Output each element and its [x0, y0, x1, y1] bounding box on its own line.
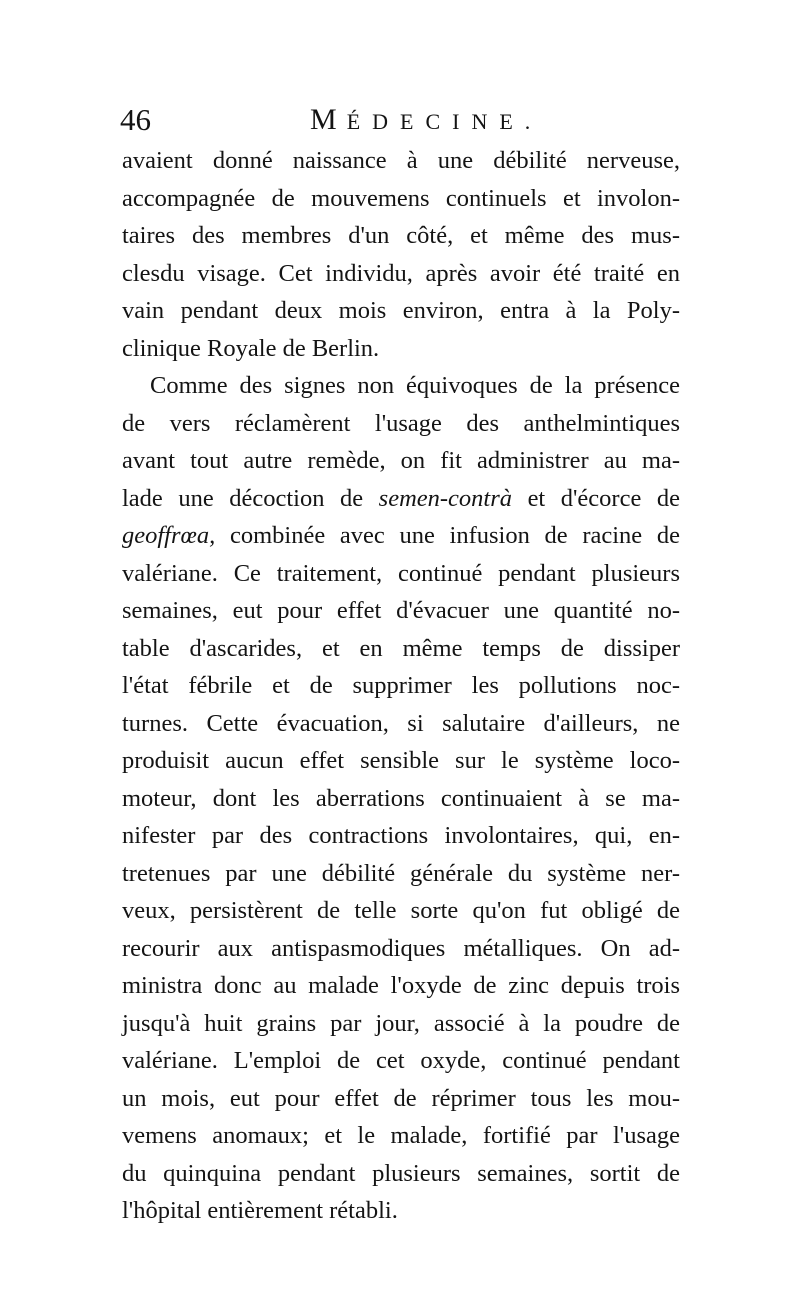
- text-line: veux, persistèrent de telle sorte qu'on fut obligé de: [122, 897, 680, 924]
- text-line: moteur, dont les aberrations continuaient à se ma-: [122, 784, 680, 812]
- text-line: avaient donné naissance à une débilité nerveuse,: [122, 147, 680, 174]
- text-line: vemens anomaux; et le malade, fortifié par l'usage: [122, 1122, 680, 1149]
- text-line-with-italic: [122, 480, 680, 518]
- text-segment: et d'écorce de: [527, 484, 680, 512]
- italic-term-semen-contra: semen-contrà: [378, 484, 513, 512]
- text-line: produisit aucun effet sensible sur le système loco-: [122, 747, 680, 774]
- text-line: ministra donc au malade l'oxyde de zinc depuis trois: [122, 972, 680, 999]
- text-line: l'état fébrile et de supprimer les pollutions noc-: [122, 672, 680, 699]
- text-line: semaines, eut pour effet d'évacuer une quantité no-: [122, 597, 680, 624]
- text-segment: lade une décoction de: [122, 484, 364, 512]
- text-line: vain pendant deux mois environ, entra à la Poly-: [122, 297, 680, 324]
- running-head-rest: ÉDECINE.: [346, 109, 543, 134]
- text-line-with-italic: [122, 517, 680, 555]
- text-line: un mois, eut pour effet de réprimer tous les mou-: [122, 1084, 680, 1112]
- text-line: table d'ascarides, et en même temps de dissiper: [122, 634, 680, 662]
- text-line: tretenues par une débilité générale du système ner-: [122, 859, 680, 887]
- body-text: [122, 142, 680, 1230]
- text-segment: combinée avec une infusion de racine de: [229, 522, 680, 549]
- text-line: clinique Royale de Berlin.: [122, 334, 380, 362]
- text-line: l'hôpital entièrement rétabli.: [122, 1197, 398, 1224]
- text-line: clesdu visage. Cet individu, après avoir été traité en: [122, 259, 680, 287]
- text-line: Comme des signes non équivoques de la présence: [150, 372, 680, 399]
- text-line: valériane. Ce traitement, continué pendant plusieurs: [122, 559, 680, 587]
- text-line: accompagnée de mouvemens continuels et involon-: [122, 184, 680, 212]
- text-line: turnes. Cette évacuation, si salutaire d'ailleurs, ne: [122, 709, 680, 737]
- italic-term-geoffroea: geoffrœa,: [122, 522, 216, 549]
- text-line: recourir aux antispasmodiques métalliques. On ad-: [122, 934, 680, 962]
- page-header: [120, 100, 680, 140]
- text-line: avant tout autre remède, on fit administrer au ma-: [122, 447, 680, 474]
- text-line: du quinquina pendant plusieurs semaines, sortit de: [122, 1159, 680, 1187]
- text-line: jusqu'à huit grains par jour, associé à la poudre de: [122, 1009, 680, 1037]
- text-line: valériane. L'emploi de cet oxyde, continué pendant: [122, 1047, 680, 1074]
- text-line: taires des membres d'un côté, et même des mus-: [122, 222, 680, 249]
- page-number: 46: [120, 102, 151, 137]
- text-line: de vers réclamèrent l'usage des anthelmintiques: [122, 409, 680, 437]
- text-line: nifester par des contractions involontaires, qui, en-: [122, 822, 680, 849]
- running-head: [310, 100, 542, 142]
- running-head-initial: M: [310, 103, 347, 136]
